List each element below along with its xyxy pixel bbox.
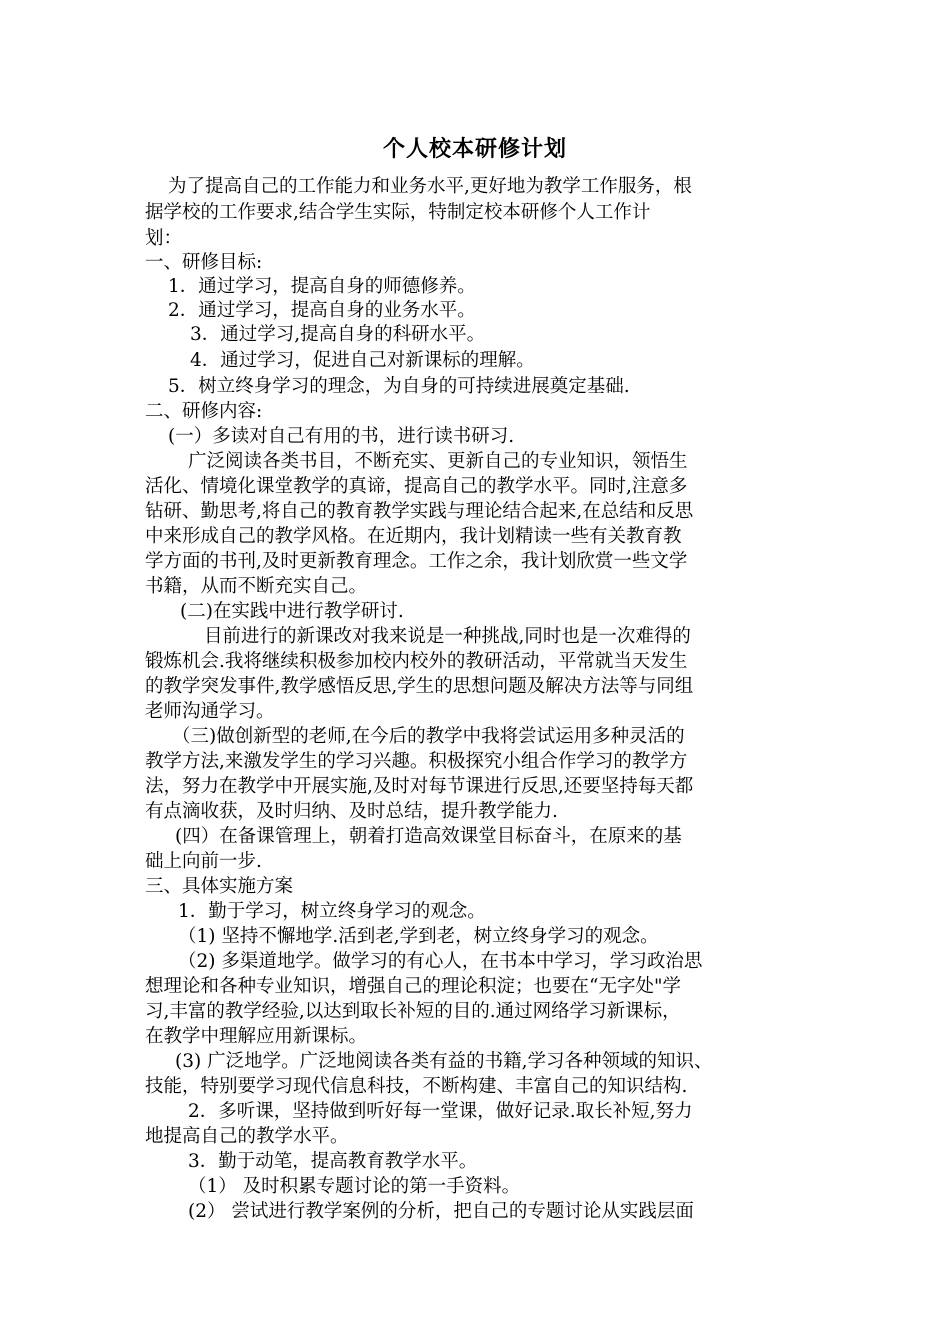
paragraph-line: 据学校的工作要求,结合学生实际，特制定校本研修个人工作计 — [145, 202, 651, 223]
paragraph-line: 法，努力在教学中开展实施,及时对每节课进行反思,还要坚持每天都 — [145, 776, 694, 797]
paragraph-line: （三)做创新型的老师,在今后的教学中我将尝试运用多种灵活的 — [172, 726, 685, 747]
paragraph-line: 础上向前一步. — [145, 851, 262, 872]
paragraph-line: 学方面的书刊,及时更新教育理念。工作之余，我计划欣赏一些文学 — [145, 551, 688, 572]
list-item: 3．通过学习,提高自身的科研水平。 — [190, 324, 486, 345]
paragraph-line: 中来形成自己的教学风格。在近期内，我计划精读一些有关教育教 — [145, 526, 682, 547]
paragraph-line: 教学方法,来激发学生的学习兴趣。积极探究小组合作学习的教学方 — [145, 751, 688, 772]
list-item: 5．树立终身学习的理念，为自身的可持续进展奠定基础. — [168, 376, 630, 397]
paragraph-line: (四）在备课管理上，朝着打造高效课堂目标奋斗，在原来的基 — [175, 826, 682, 847]
paragraph-line: 想理论和各种专业知识，增强自己的理论积淀；也要在“无字处"学 — [145, 976, 681, 997]
paragraph-line: 为了提高自己的工作能力和业务水平,更好地为教学工作服务，根 — [168, 176, 692, 197]
paragraph-line: 地提高自己的教学水平。 — [145, 1126, 349, 1147]
list-item: 4．通过学习，促进自己对新课标的理解。 — [190, 350, 535, 371]
paragraph-line: 钻研、勤思考,将自己的教育教学实践与理论结合起来,在总结和反思 — [145, 501, 694, 522]
paragraph-line: 老师沟通学习。 — [145, 701, 275, 722]
paragraph-line: 广泛阅读各类书目，不断充实、更新自己的专业知识，领悟生 — [188, 451, 688, 472]
section-heading: 一、研修目标: — [145, 252, 263, 273]
section-heading: 二、研修内容: — [145, 401, 263, 422]
list-item: （1） 及时积累专题讨论的第一手资料。 — [188, 1176, 521, 1197]
paragraph-line: 技能，特别要学习现代信息科技，不断构建、丰富自己的知识结构. — [145, 1076, 688, 1097]
list-item: 1．勤于学习，树立终身学习的观念。 — [178, 901, 486, 922]
list-item: (2） 尝试进行教学案例的分析，把自己的专题讨论从实践层面 — [188, 1201, 694, 1222]
list-item: （2) 多渠道地学。做学习的有心人，在书本中学习，学习政治思 — [178, 951, 703, 972]
paragraph-line: 书籍，从而不断充实自己。 — [145, 576, 368, 597]
subsection-heading: (一）多读对自己有用的书，进行读书研习. — [168, 426, 515, 447]
document-title: 个人校本研修计划 — [382, 136, 567, 162]
paragraph-line: 习,丰富的教学经验,以达到取长补短的目的.通过网络学习新课标， — [145, 1001, 681, 1022]
list-item: 2．多听课，坚持做到听好每一堂课，做好记录.取长补短,努力 — [188, 1101, 693, 1122]
paragraph-line: 锻炼机会.我将继续积极参加校内校外的教研活动，平常就当天发生 — [145, 651, 688, 672]
paragraph-line: 在教学中理解应用新课标。 — [145, 1026, 368, 1047]
paragraph-line: 的教学突发事件,教学感悟反思,学生的思想问题及解决方法等与同组 — [145, 676, 694, 697]
list-item: (3) 广泛地学。广泛地阅读各类有益的书籍,学习各种领域的知识、 — [175, 1051, 713, 1072]
paragraph-line: 划： — [145, 228, 183, 249]
paragraph-line: 有点滴收获，及时归纳、及时总结，提升教学能力. — [145, 801, 558, 822]
paragraph-line: 活化、情境化课堂教学的真谛，提高自己的教学水平。同时,注意多 — [145, 476, 688, 497]
list-item: （1) 坚持不懈地学.活到老,学到老，树立终身学习的观念。 — [178, 926, 659, 947]
paragraph-line: 目前进行的新课改对我来说是一种挑战,同时也是一次难得的 — [204, 626, 691, 647]
list-item: 1．通过学习，提高自身的师德修养。 — [168, 276, 476, 297]
subsection-heading: (二)在实践中进行教学研讨. — [180, 601, 404, 622]
list-item: 3．勤于动笔，提高教育教学水平。 — [188, 1151, 478, 1172]
section-heading: 三、具体实施方案 — [145, 876, 294, 897]
list-item: 2．通过学习，提高自身的业务水平。 — [168, 300, 476, 321]
